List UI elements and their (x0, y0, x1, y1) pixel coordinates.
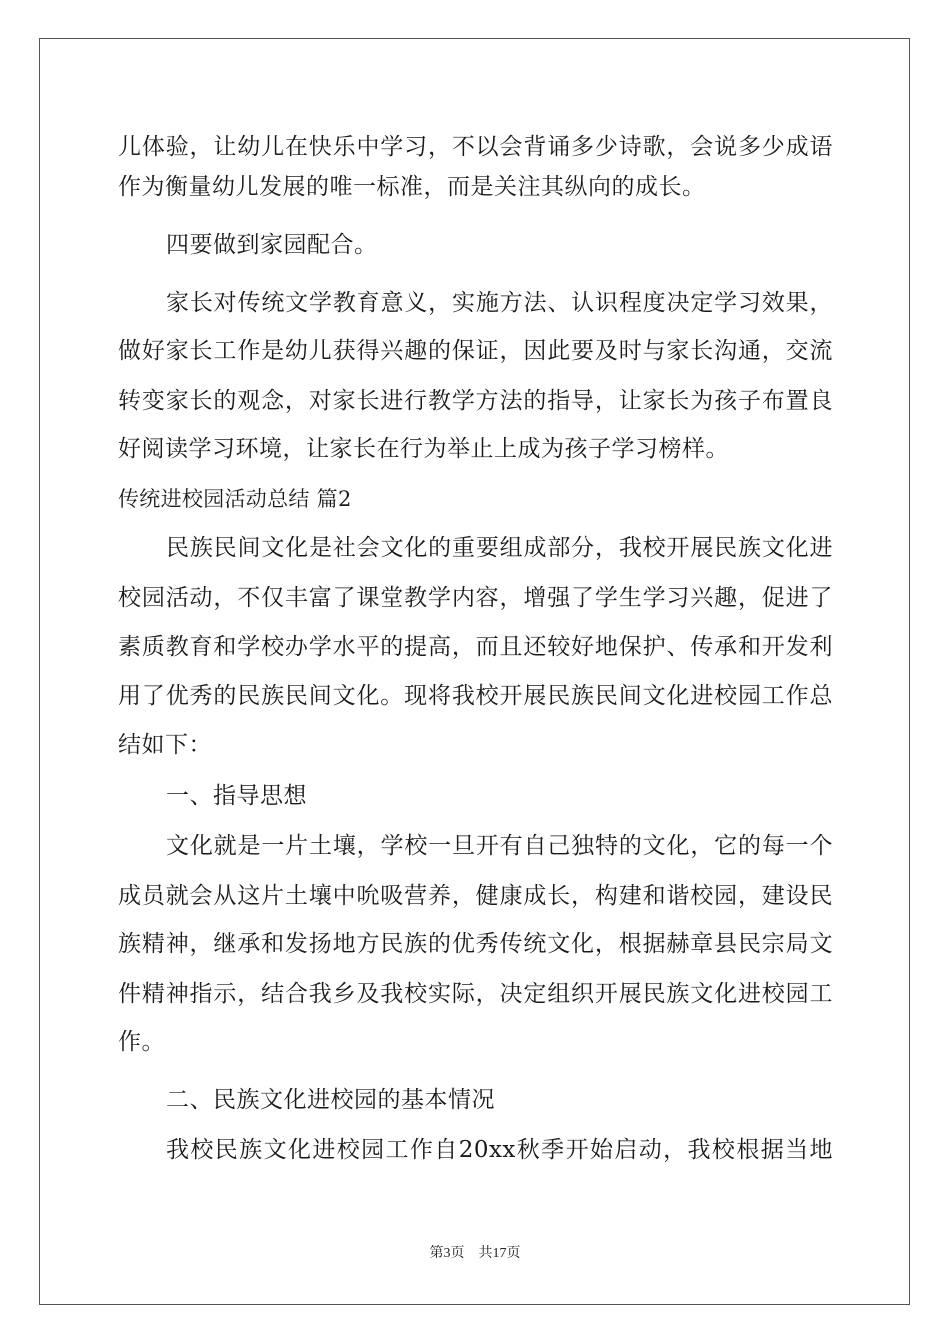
text-line: 结如下： (118, 732, 212, 758)
text-line: 文化就是一片土壤，学校一旦开有自己独特的文化，它的每一个 (166, 833, 833, 859)
text-line: 作为衡量幼儿发展的唯一标准，而是关注其纵向的成长。 (118, 174, 706, 200)
text-line: 做好家长工作是幼儿获得兴趣的保证，因此要及时与家长沟通，交流 (118, 338, 833, 364)
subheading: 二、民族文化进校园的基本情况 (166, 1087, 495, 1113)
text-line: 好阅读学习环境，让家长在行为举止上成为孩子学习榜样。 (118, 436, 729, 462)
text-line: 件精神指示，结合我乡及我校实际，决定组织开展民族文化进校园工 (118, 981, 833, 1007)
text-line: 族精神，继承和发扬地方民族的优秀传统文化，根据赫章县民宗局文 (118, 931, 833, 957)
text-line: 作。 (118, 1029, 165, 1055)
section-heading: 传统进校园活动总结 篇2 (118, 487, 352, 511)
text-line: 我校民族文化进校园工作自20xx秋季开始启动，我校根据当地 (166, 1137, 833, 1163)
page-total: 共17页 (478, 1246, 521, 1261)
text-line: 校园活动，不仅丰富了课堂教学内容，增强了学生学习兴趣，促进了 (118, 585, 833, 611)
text-line: 用了优秀的民族民间文化。现将我校开展民族民间文化进校园工作总 (118, 683, 833, 709)
text-line: 素质教育和学校办学水平的提高，而且还较好地保护、传承和开发利 (118, 634, 833, 660)
subheading: 一、指导思想 (166, 783, 307, 809)
text-line: 儿体验，让幼儿在快乐中学习，不以会背诵多少诗歌，会说多少成语 (118, 134, 833, 160)
text-line: 转变家长的观念，对家长进行教学方法的指导，让家长为孩子布置良 (118, 388, 833, 414)
text-line: 民族民间文化是社会文化的重要组成部分，我校开展民族文化进 (166, 535, 833, 561)
text-line: 四要做到家园配合。 (166, 232, 378, 258)
page-footer (0, 1244, 950, 1264)
text-line: 成员就会从这片土壤中吮吸营养，健康成长，构建和谐校园，建设民 (118, 883, 833, 909)
text-line: 家长对传统文学教育意义，实施方法、认识程度决定学习效果， (166, 290, 833, 316)
page-number: 第3页 (429, 1246, 465, 1261)
